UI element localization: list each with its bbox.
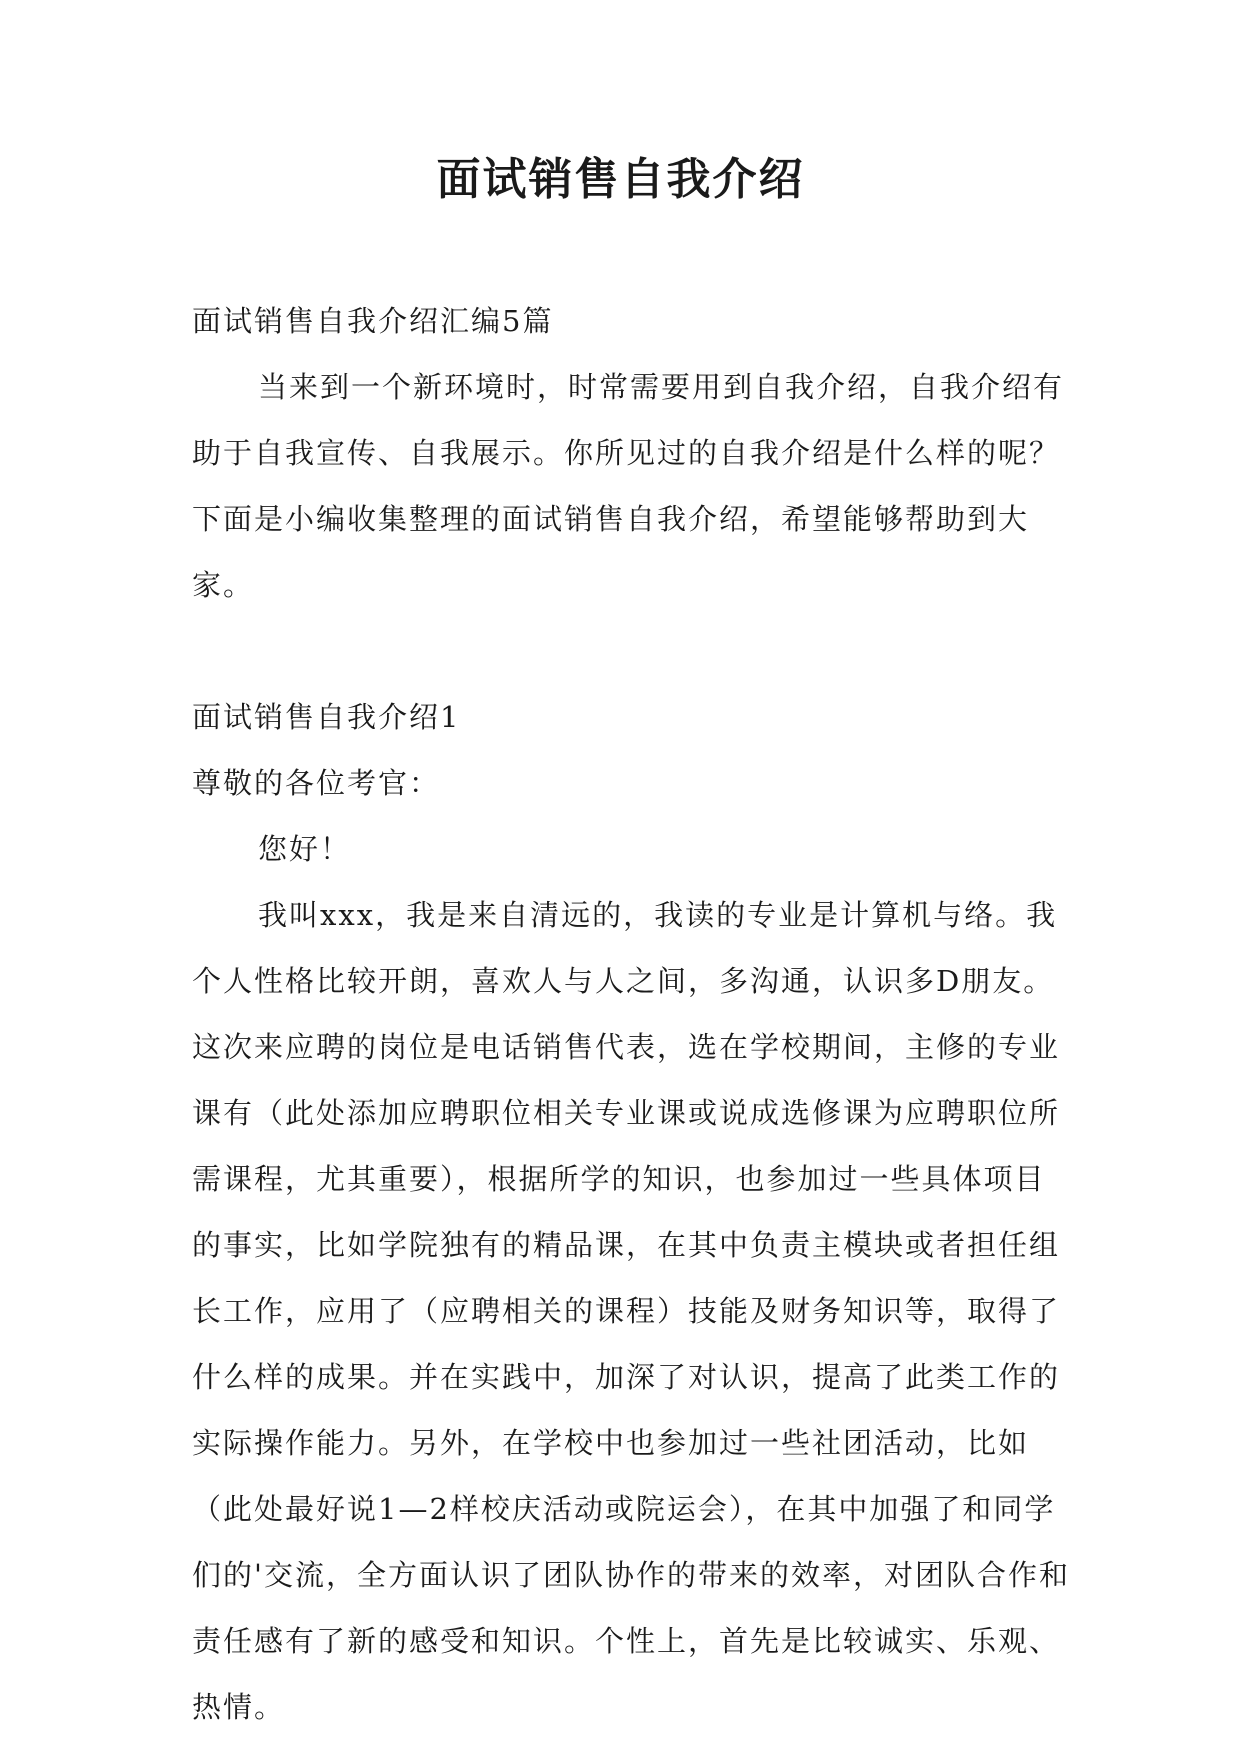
document-body: [192, 288, 1072, 1740]
greeting: 您好！: [258, 832, 352, 866]
intro-paragraph: 当来到一个新环境时，时常需要用到自我介绍，自我介绍有助于自我宣传、自我展示。你所见过的自我介绍是什么样的呢？下面是小编收集整理的面试销售自我介绍，希望能够帮助到大家。: [192, 370, 1065, 602]
section-heading: 面试销售自我介绍1: [192, 700, 461, 734]
body-paragraph: 我叫xxx，我是来自清远的，我读的专业是计算机与络。我个人性格比较开朗，喜欢人与人之间，多沟通，认识多D朋友。这次来应聘的岗位是电话销售代表，选在学校期间，主修的专业课有（此处添加应聘职位相关专业课或说成选修课为应聘职位所需课程，尤其重要），根据所学的知识，也参加过一些具体项目的事实，比如学院独有的精品课，在其中负责主模块或者担任组长工作，应用了（应聘相关的课程）技能及财务知识等，取得了什么样的成果。并在实践中，加深了对认识，提高了此类工作的实际操作能力。另外，在学校中也参加过一些社团活动，比如（此处最好说1—2样校庆活动或院运会），在其中加强了和同学们的'交流，全方面认识了团队协作的带来的效率，对团队合作和责任感有了新的感受和知识。个性上，首先是比较诚实、乐观、热情。: [192, 898, 1070, 1724]
document-title: 面试销售自我介绍: [436, 154, 805, 205]
document-subtitle: 面试销售自我介绍汇编5篇: [192, 304, 554, 338]
salutation: 尊敬的各位考官：: [192, 766, 441, 800]
paragraph-spacer: [192, 618, 1072, 684]
